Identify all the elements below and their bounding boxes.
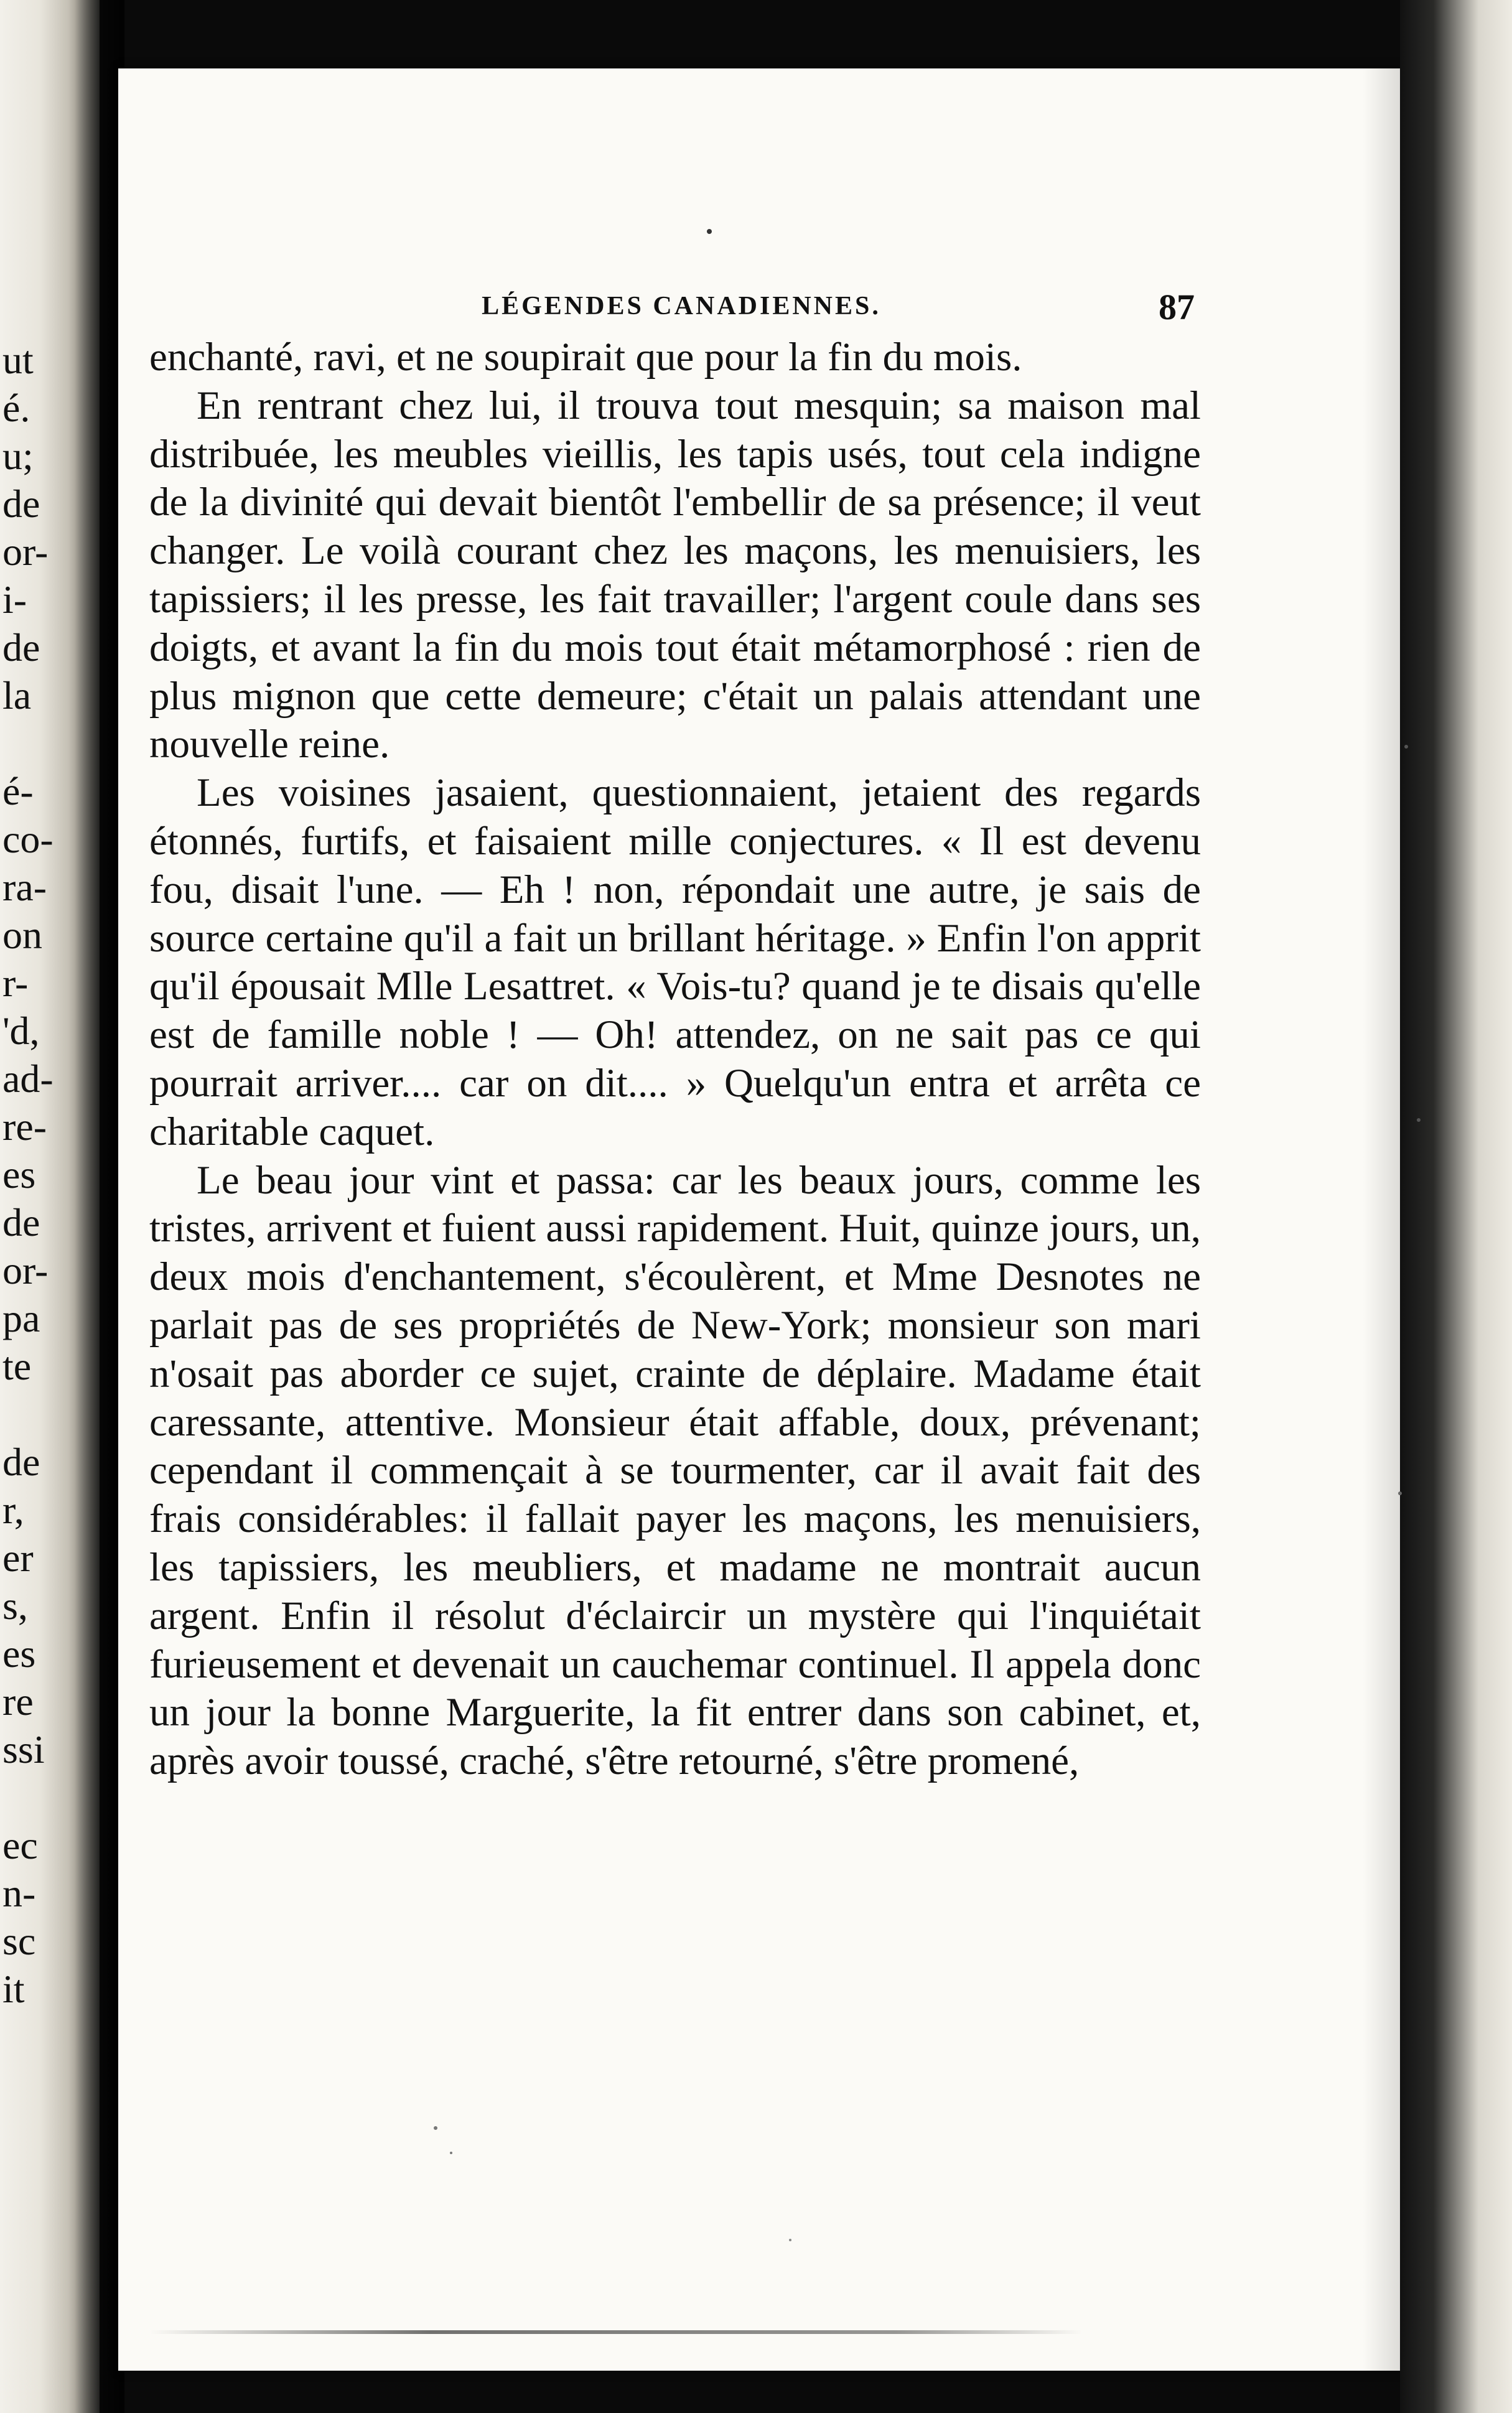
fragment-line: es — [2, 1631, 36, 1676]
fragment-line: re — [2, 1679, 34, 1724]
fragment-line: la — [2, 673, 32, 717]
page-edge-right — [1400, 0, 1512, 2413]
fragment-line: ad- — [2, 1057, 54, 1101]
fragment-line: ra- — [2, 865, 47, 909]
page-header — [168, 287, 1195, 335]
page-number: 87 — [1159, 287, 1195, 327]
fragment-line: r- — [2, 961, 29, 1005]
paragraph: Le beau jour vint et passa: car les beaux jours, comme les tristes, arrivent et fuient aussi rapidement. Huit, quinze jours, un, deux mois d'enchantement, s'écoulèrent, et Mme Desnotes ne parlait pas de ses propriétés de New-York; monsieur son mari n'osait pas aborder ce sujet, crainte de déplaire. Madame était caressante, attentive. Monsieur était affable, doux, prévenant; cependant il commençait à se tourmenter, car il avait fait des frais considérables: il fallait payer les maçons, les menuisiers, les tapissiers, les meubliers, et madame ne montrait aucun argent. Enfin il résolut d'éclaircir un mystère qui l'inquiétait furieusement et devenait un cauchemar continuel. Il appela donc un jour la bonne Marguerite, la fit entrer dans son cabinet, et, après avoir toussé, craché, s'être retourné, s'être promené, — [149, 1157, 1201, 1784]
fragment-line: sc — [2, 1919, 36, 1963]
facing-page-fragments — [2, 336, 71, 2013]
paragraph: Les voisines jasaient, questionnaient, jetaient des regards étonnés, furtifs, et faisaient mille conjectures. « Il est devenu fou, disait l'une. — Eh ! non, répondait une autre, je sais de source certaine qu'il a fait un brillant héritage. » Enfin l'on apprit qu'il épousait Mlle Lesattret. « Vois-tu? quand je te disais qu'elle est de famille noble ! — Oh! attendez, on ne sait pas ce qui pourrait arriver.... car on dit.... » Quelqu'un entra et arrêta ce charitable caquet. — [149, 770, 1201, 1154]
fragment-line: de — [2, 1440, 40, 1484]
fragment-line: it — [2, 1967, 25, 2011]
fragment-line: é- — [2, 769, 34, 813]
running-head: LÉGENDES CANADIENNES. — [482, 292, 881, 320]
fragment-line: de — [2, 482, 40, 526]
fragment-line: ec — [2, 1823, 38, 1867]
fragment-line: de — [2, 625, 40, 670]
fragment-line: or- — [2, 530, 49, 574]
body-text — [149, 334, 1201, 1786]
fragment-line: es — [2, 1152, 36, 1197]
fragment-gap — [2, 719, 71, 767]
fragment-line: te — [2, 1344, 32, 1388]
fragment-line: i- — [2, 577, 27, 622]
fragment-gap — [2, 1390, 71, 1438]
fragment-line: n- — [2, 1871, 36, 1915]
fragment-line: ssi — [2, 1727, 45, 1771]
fragment-line: or- — [2, 1248, 49, 1292]
paragraph: En rentrant chez lui, il trouva tout mesquin; sa maison mal distribuée, les meubles vieillis, les tapis usés, tout cela indigne de la divinité qui devait bientôt l'embellir de sa présence; il veut changer. Le voilà courant chez les maçons, les menuisiers, les tapissiers; il les presse, les fait travailler; l'argent coule dans ses doigts, et avant la fin du mois tout était métamorphosé : rien de plus mignon que cette demeure; c'était un palais attendant une nouvelle reine. — [149, 383, 1201, 767]
book-spine-shadow — [68, 0, 124, 2413]
fragment-line: on — [2, 913, 42, 957]
fragment-line: ut — [2, 338, 34, 382]
fragment-gap — [2, 1773, 71, 1821]
fragment-line: er — [2, 1536, 34, 1580]
fragment-line: s, — [2, 1584, 28, 1628]
fragment-line: u; — [2, 434, 34, 478]
fragment-line: re- — [2, 1104, 47, 1149]
paragraph: enchanté, ravi, et ne soupirait que pour la fin du mois. — [149, 335, 1022, 380]
fragment-line: 'd, — [2, 1009, 40, 1053]
fragment-line: de — [2, 1200, 40, 1244]
fragment-line: r, — [2, 1488, 24, 1532]
fragment-line: é. — [2, 386, 30, 430]
scan-bottom-edge — [149, 2330, 1083, 2334]
fragment-line: co- — [2, 817, 54, 861]
fragment-line: pa — [2, 1296, 40, 1340]
